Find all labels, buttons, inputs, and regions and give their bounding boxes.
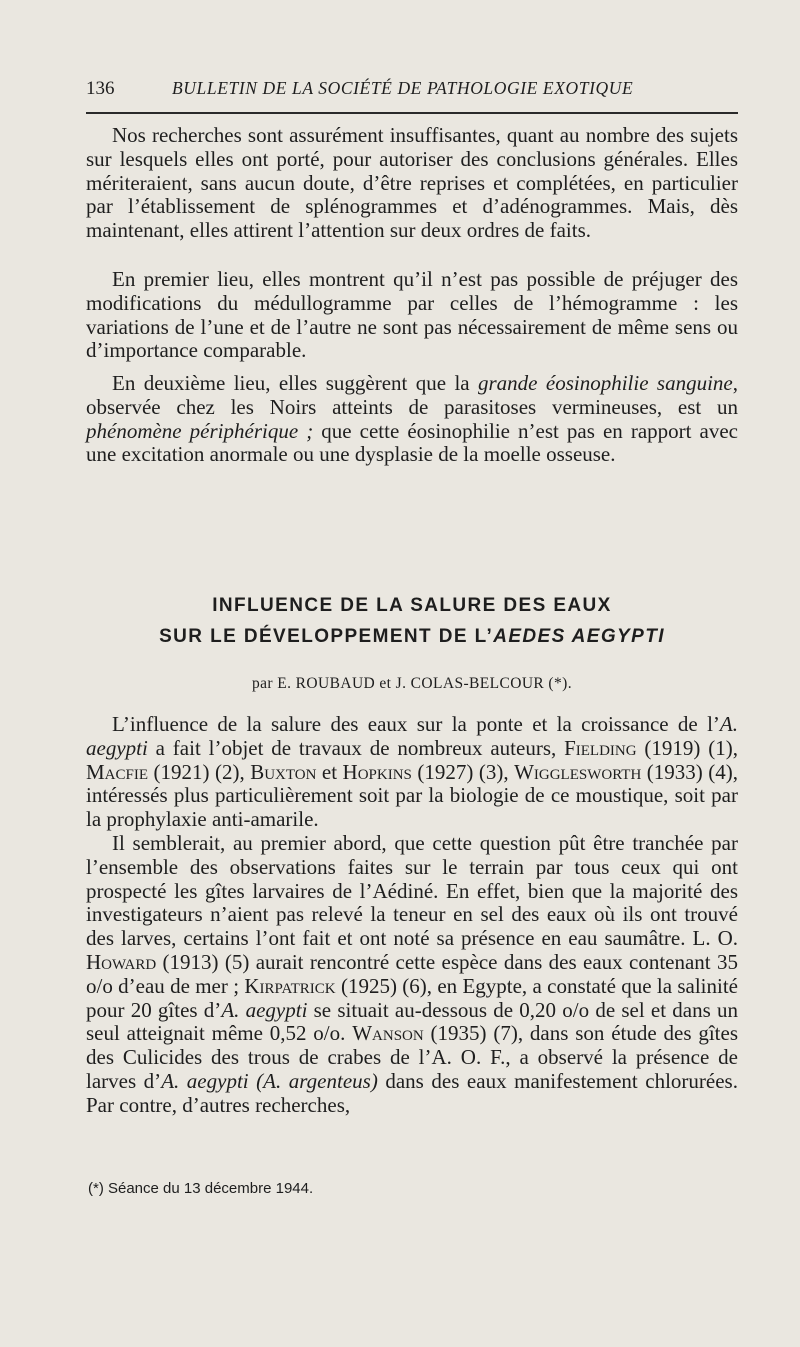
paragraph-second-point: En deuxième lieu, elles suggèrent que la grande éosinophilie sanguine, observée chez les Noirs atteints de parasitoses vermineuses, est un phénomène périphérique ; que cette éosinophilie n’est pas en rapport avec une excitation anormale ou une dysplasie de la moelle osseuse. bbox=[86, 371, 738, 467]
article-title bbox=[86, 590, 738, 652]
title-line-2: SUR LE DÉVELOPPEMENT DE L’AEDES AEGYPTI bbox=[159, 626, 665, 647]
page-number: 136 bbox=[86, 78, 115, 99]
title-line-1: INFLUENCE DE LA SALURE DES EAUX bbox=[212, 595, 612, 616]
author-byline: par E. ROUBAUD et J. COLAS-BELCOUR (*). bbox=[252, 675, 572, 692]
running-title: BULLETIN DE LA SOCIÉTÉ DE PATHOLOGIE EXOTIQUE bbox=[172, 78, 634, 98]
paragraph-first-point: En premier lieu, elles montrent qu’il n’est pas possible de préjuger des modifications du médullogramme par celles de l’hémogramme : les variations de l’une et de l’autre ne sont pas nécessairement de même sens ou d’importance comparable. bbox=[86, 267, 738, 363]
paragraph-introduction: L’influence de la salure des eaux sur la ponte et la croissance de l’A. aegypti a fait l’objet de travaux de nombreux auteurs, Fielding (1919) (1), Macfie (1921) (2), Buxton et Hopkins (1927) (3), Wigglesworth (1933) (4), intéressés plus particulièrement soit par la biologie de ce moustique, soit par la prophylaxie anti-amarile. bbox=[86, 712, 738, 832]
paragraph-conclusions: Nos recherches sont assurément insuffisantes, quant au nombre des sujets sur lesquels elles ont porté, pour autoriser des conclusions générales. Elles mériteraient, sans aucun doute, d’être reprises et complétées, en particulier par l’établissement de splénogrammes et d’adénogrammes. Mais, dès maintenant, elles attirent l’attention sur deux ordres de faits. bbox=[86, 123, 738, 243]
footnote: (*) Séance du 13 décembre 1944. bbox=[88, 1180, 314, 1197]
paragraph-field-observations: Il semblerait, au premier abord, que cette question pût être tranchée par l’ensemble des observations faites sur le terrain par tous ceux qui ont prospecté les gîtes larvaires de l’Aédiné. En effet, bien que la majorité des investigateurs n’aient pas relevé la teneur en sel des eaux où ils ont trouvé des larves, certains l’ont fait et ont noté sa présence en eau saumâtre. L. O. Howard (1913) (5) aurait rencontré cette espèce dans des eaux contenant 35 o/o d’eau de mer ; Kirpatrick (1925) (6), en Egypte, a constaté que la salinité pour 20 gîtes d’A. aegypti se situait au-dessous de 0,20 o/o de sel et dans un seul atteignait même 0,52 o/o. Wanson (1935) (7), dans son étude des gîtes des Culicides des trous de crabes de l’A. O. F., a observé la présence de larves d’A. aegypti (A. argenteus) dans des eaux manifestement chlorurées. Par contre, d’autres recherches, bbox=[86, 831, 738, 1117]
page-header bbox=[86, 76, 738, 106]
header-rule bbox=[86, 112, 738, 114]
